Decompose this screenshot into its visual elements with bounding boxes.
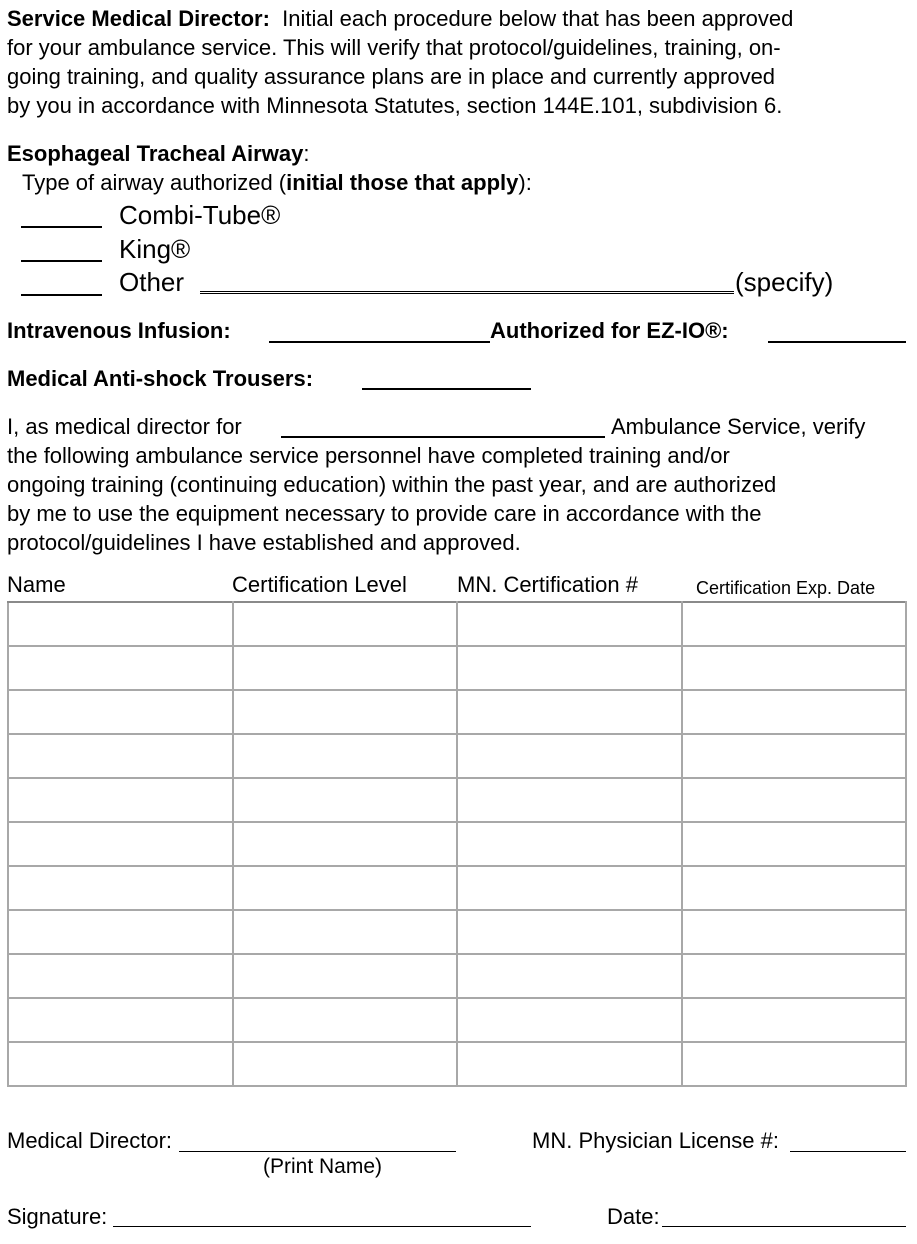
- type-prefix: Type of airway authorized (: [22, 170, 287, 195]
- other-label: Other: [119, 267, 185, 297]
- name-cell[interactable]: [8, 866, 233, 910]
- director-label: Medical Director:: [7, 1128, 173, 1153]
- verify-prefix: I, as medical director for: [7, 414, 242, 439]
- cert-level-cell[interactable]: [233, 734, 458, 778]
- mn-cert-number-cell[interactable]: [457, 866, 682, 910]
- cert-exp-date-cell[interactable]: [682, 998, 907, 1042]
- table-row: [8, 646, 906, 690]
- mn-cert-number-cell[interactable]: [457, 1042, 682, 1086]
- combitube-initial-field[interactable]: [21, 226, 102, 228]
- license-field[interactable]: [790, 1151, 906, 1152]
- cert-exp-date-cell[interactable]: [682, 866, 907, 910]
- king-initial-field[interactable]: [21, 260, 102, 262]
- verify-line-5: protocol/guidelines I have established and approved.: [7, 530, 521, 555]
- name-cell[interactable]: [8, 1042, 233, 1086]
- name-cell[interactable]: [8, 910, 233, 954]
- king-label: King®: [119, 234, 191, 264]
- cert-level-cell[interactable]: [233, 602, 458, 646]
- cert-exp-date-cell[interactable]: [682, 690, 907, 734]
- table-row: [8, 778, 906, 822]
- intro-line-4: by you in accordance with Minnesota Statutes, section 144E.101, subdivision 6.: [7, 93, 783, 118]
- cert-exp-date-cell[interactable]: [682, 646, 907, 690]
- cert-exp-date-cell[interactable]: [682, 822, 907, 866]
- header-name: Name: [7, 572, 66, 597]
- mn-cert-number-cell[interactable]: [457, 778, 682, 822]
- verify-line-4: by me to use the equipment necessary to provide care in accordance with the: [7, 501, 762, 526]
- airway-type-instruction: [22, 168, 532, 197]
- cert-level-cell[interactable]: [233, 646, 458, 690]
- table-row: [8, 690, 906, 734]
- verify-line-3: ongoing training (continuing education) within the past year, and are authorized: [7, 472, 777, 497]
- airway-heading-colon: :: [303, 141, 310, 166]
- airway-heading: [7, 139, 309, 168]
- intro-text-1: Initial each procedure below that has been approved: [282, 6, 794, 31]
- intro-lead: Service Medical Director:: [7, 6, 270, 31]
- mast-field[interactable]: [362, 388, 531, 390]
- table-row: [8, 910, 906, 954]
- cert-level-cell[interactable]: [233, 1042, 458, 1086]
- cert-level-cell[interactable]: [233, 910, 458, 954]
- mn-cert-number-cell[interactable]: [457, 822, 682, 866]
- type-bold: initial those that apply: [286, 170, 519, 195]
- ezio-label: Authorized for EZ-IO®:: [490, 318, 729, 343]
- verify-suffix: Ambulance Service, verify: [611, 414, 866, 439]
- name-cell[interactable]: [8, 998, 233, 1042]
- mn-cert-number-cell[interactable]: [457, 646, 682, 690]
- verify-line-2: the following ambulance service personnel have completed training and/or: [7, 443, 730, 468]
- header-mn-cert-number: MN. Certification #: [457, 572, 638, 597]
- cert-exp-date-cell[interactable]: [682, 1042, 907, 1086]
- name-cell[interactable]: [8, 734, 233, 778]
- verify-paragraph: [7, 441, 912, 557]
- cert-exp-date-cell[interactable]: [682, 778, 907, 822]
- intro-line-2: for your ambulance service. This will verify that protocol/guidelines, training, on-: [7, 35, 781, 60]
- iv-field[interactable]: [269, 341, 490, 343]
- combitube-label: Combi-Tube®: [119, 200, 281, 230]
- iv-label: Intravenous Infusion:: [7, 318, 231, 343]
- mn-cert-number-cell[interactable]: [457, 998, 682, 1042]
- other-specify-field[interactable]: [200, 291, 734, 294]
- name-cell[interactable]: [8, 822, 233, 866]
- table-row: [8, 866, 906, 910]
- mn-cert-number-cell[interactable]: [457, 954, 682, 998]
- table-row: [8, 954, 906, 998]
- signature-field[interactable]: [113, 1226, 531, 1227]
- date-label: Date:: [607, 1204, 660, 1229]
- name-cell[interactable]: [8, 690, 233, 734]
- intro-paragraph: [7, 4, 912, 120]
- signature-label: Signature:: [7, 1204, 108, 1229]
- intro-line-1: [7, 4, 912, 33]
- name-cell[interactable]: [8, 778, 233, 822]
- cert-level-cell[interactable]: [233, 954, 458, 998]
- specify-label: (specify): [735, 267, 834, 297]
- cert-exp-date-cell[interactable]: [682, 910, 907, 954]
- cert-exp-date-cell[interactable]: [682, 954, 907, 998]
- cert-level-cell[interactable]: [233, 822, 458, 866]
- name-cell[interactable]: [8, 602, 233, 646]
- license-label: MN. Physician License #:: [532, 1128, 779, 1153]
- ezio-field[interactable]: [768, 341, 906, 343]
- cert-level-cell[interactable]: [233, 866, 458, 910]
- header-cert-level: Certification Level: [232, 572, 407, 597]
- name-cell[interactable]: [8, 646, 233, 690]
- table-row: [8, 822, 906, 866]
- cert-level-cell[interactable]: [233, 778, 458, 822]
- cert-level-cell[interactable]: [233, 690, 458, 734]
- intro-line-3: going training, and quality assurance plans are in place and currently approved: [7, 64, 776, 89]
- personnel-table: [7, 601, 907, 1087]
- mn-cert-number-cell[interactable]: [457, 690, 682, 734]
- table-row: [8, 734, 906, 778]
- table-row: [8, 1042, 906, 1086]
- mn-cert-number-cell[interactable]: [457, 734, 682, 778]
- date-field[interactable]: [662, 1226, 906, 1227]
- ambulance-service-field[interactable]: [281, 436, 605, 438]
- type-suffix: ):: [518, 170, 532, 195]
- name-cell[interactable]: [8, 954, 233, 998]
- table-row: [8, 602, 906, 646]
- cert-exp-date-cell[interactable]: [682, 602, 907, 646]
- airway-heading-text: Esophageal Tracheal Airway: [7, 141, 304, 166]
- mn-cert-number-cell[interactable]: [457, 910, 682, 954]
- other-initial-field[interactable]: [21, 294, 102, 296]
- table-row: [8, 998, 906, 1042]
- mn-cert-number-cell[interactable]: [457, 602, 682, 646]
- cert-level-cell[interactable]: [233, 998, 458, 1042]
- cert-exp-date-cell[interactable]: [682, 734, 907, 778]
- print-name-caption: (Print Name): [263, 1155, 383, 1178]
- mast-label: Medical Anti-shock Trousers:: [7, 366, 314, 391]
- header-cert-exp-date: Certification Exp. Date: [696, 578, 876, 598]
